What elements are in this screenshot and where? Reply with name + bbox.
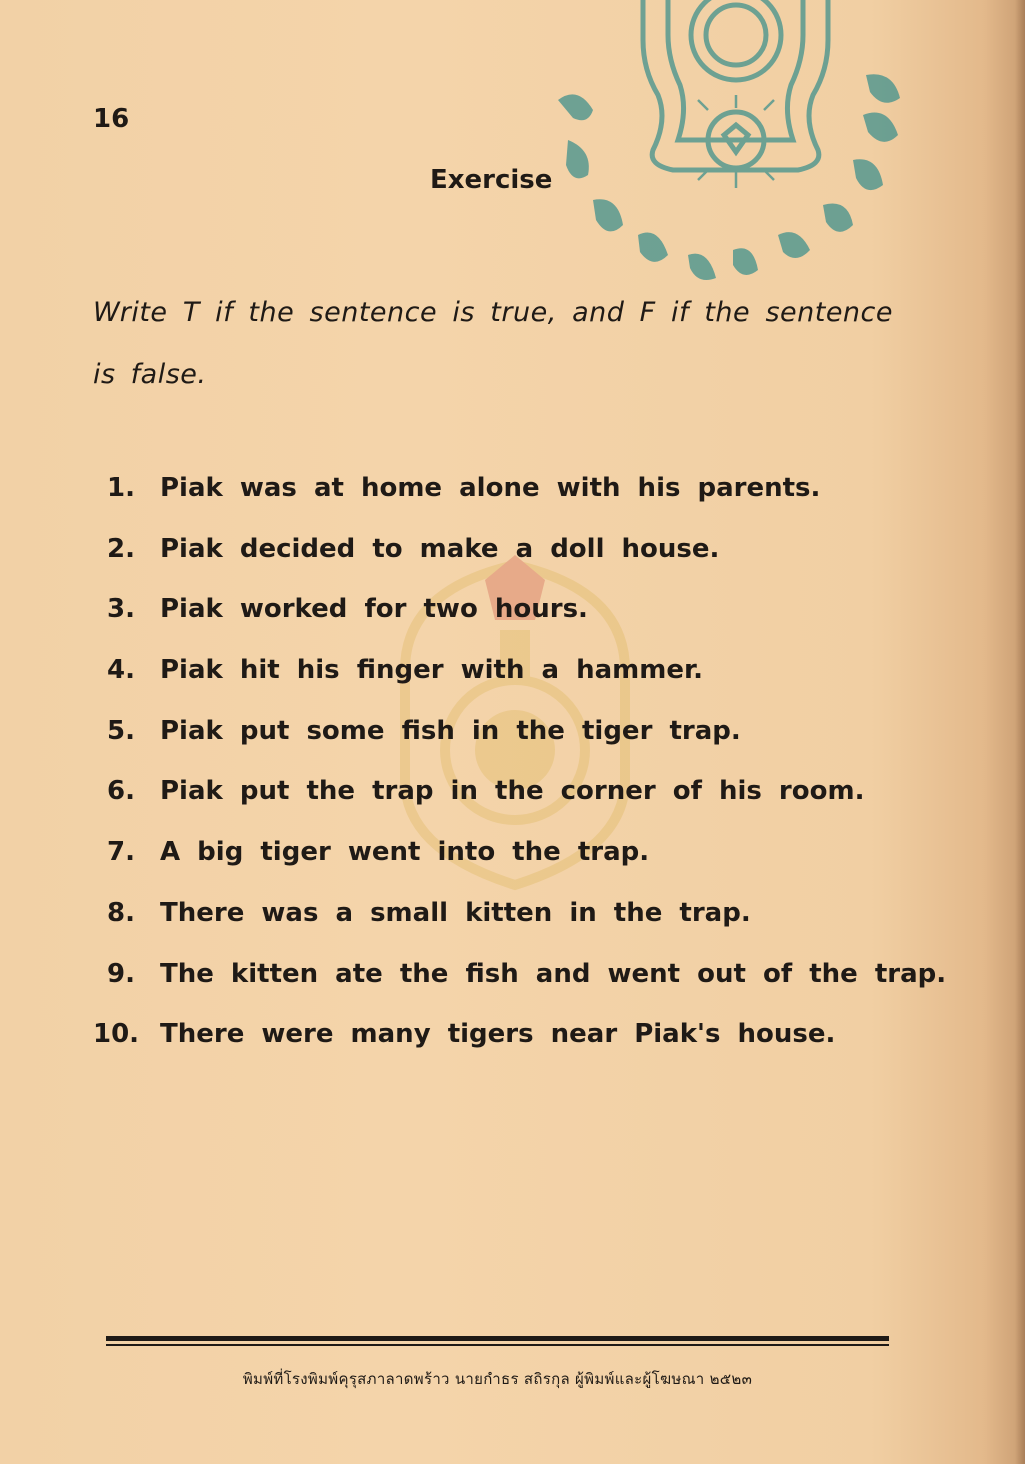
exercise-title: Exercise [430, 165, 553, 195]
question-text: The kitten ate the fish and went out of the trap. [160, 958, 947, 989]
question-item [93, 952, 947, 1013]
question-item [93, 709, 893, 770]
question-number: 6. [107, 776, 135, 807]
question-list [93, 466, 947, 1073]
question-number: 5. [107, 715, 135, 746]
question-text: There were many tigers near Piak's house. [160, 1019, 836, 1050]
page-number: 16 [93, 104, 130, 134]
question-number: 8. [107, 897, 135, 928]
question-item [93, 587, 893, 648]
question-item [93, 830, 893, 891]
exercise-instruction: Write T if the sentence is true, and F if the sentence is false. [93, 297, 893, 390]
question-text: Piak decided to make a doll house. [160, 533, 720, 564]
question-item [93, 1012, 893, 1073]
question-number: 4. [107, 655, 135, 686]
question-number: 7. [107, 837, 135, 868]
question-item [93, 527, 893, 588]
question-number: 9. [107, 958, 135, 989]
question-item [93, 466, 893, 527]
question-item [93, 648, 893, 709]
question-item [93, 769, 893, 830]
question-text: Piak was at home alone with his parents. [160, 473, 821, 503]
question-text: There was a small kitten in the trap. [160, 897, 751, 928]
question-item [93, 891, 893, 952]
footer-divider-thin [106, 1344, 889, 1346]
question-text: Piak put some fish in the tiger trap. [160, 715, 741, 746]
question-text: Piak put the trap in the corner of his room. [160, 776, 865, 807]
library-stamp [548, 0, 918, 290]
footer-divider-thick [106, 1336, 889, 1341]
question-number: 2. [107, 533, 135, 564]
question-number: 3. [107, 594, 135, 625]
question-number: 10. [93, 1019, 140, 1050]
question-text: A big tiger went into the trap. [160, 837, 650, 868]
question-number: 1. [107, 473, 135, 503]
page-spine-shadow [1015, 0, 1025, 1464]
question-text: Piak worked for two hours. [160, 594, 588, 625]
printer-imprint: พิมพ์ที่โรงพิมพ์คุรุสภาลาดพร้าว นายกำธร สถิรกุล ผู้พิมพ์และผู้โฆษณา ๒๕๒๓ [242, 1370, 753, 1388]
question-text: Piak hit his finger with a hammer. [160, 655, 703, 686]
